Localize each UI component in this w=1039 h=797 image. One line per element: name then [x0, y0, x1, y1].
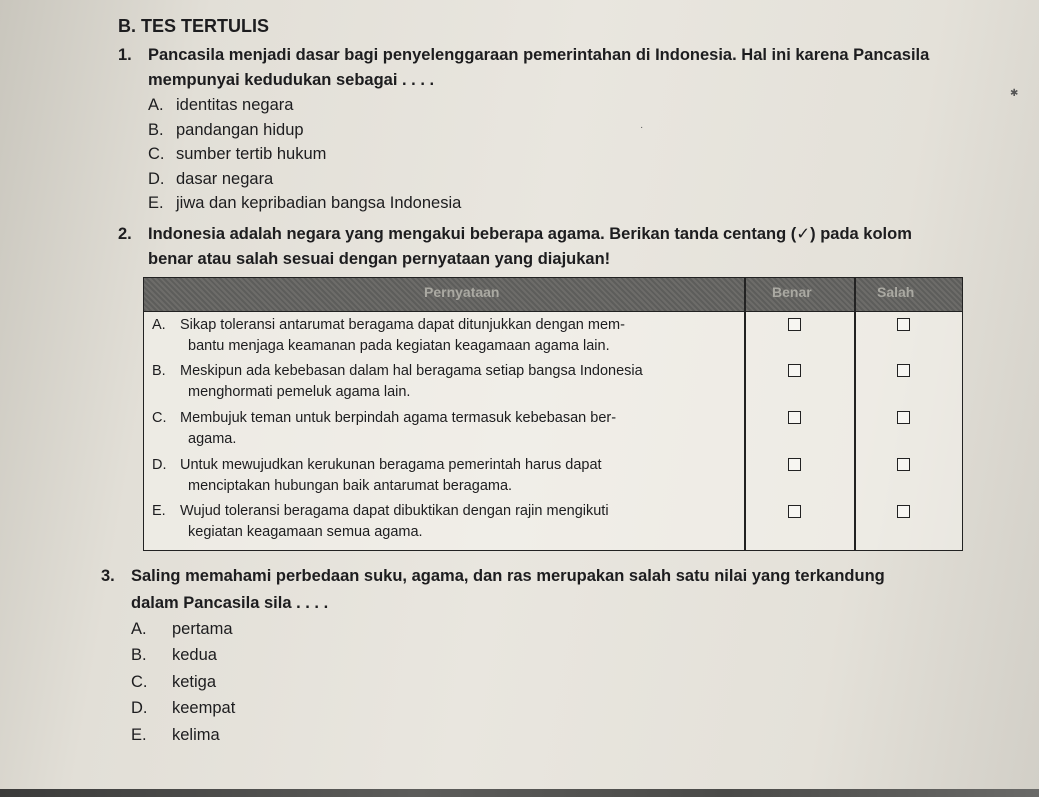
row-c-line2: agama. [188, 431, 237, 447]
header-statement: Pernyataan [424, 284, 500, 300]
row-b-text [152, 361, 737, 403]
row-d-letter: D. [152, 457, 167, 473]
row-d-false-checkbox[interactable] [897, 458, 910, 471]
q3-option-d[interactable] [131, 699, 235, 718]
row-c-false-checkbox[interactable] [897, 411, 910, 424]
q3-option-e-letter: E. [131, 726, 147, 744]
row-b-letter: B. [152, 363, 166, 379]
row-e-text [152, 501, 737, 543]
q3-number: 3. [101, 567, 115, 585]
q1-text-2: mempunyai kedudukan sebagai . . . . [148, 71, 435, 89]
q1-option-d-text: dasar negara [176, 170, 274, 188]
q3-option-b-letter: B. [131, 646, 147, 664]
q1-number: 1. [118, 46, 132, 64]
q1-text-1: Pancasila menjadi dasar bagi penyelenggaraan pemerintahan di Indonesia. Hal ini karena Pancasila [148, 46, 930, 64]
q1-option-b-text: pandangan hidup [176, 121, 304, 139]
q3-text-2: dalam Pancasila sila . . . . [131, 594, 329, 612]
q2-text-1: Indonesia adalah negara yang mengakui beberapa agama. Berikan tanda centang (✓) pada kolom [148, 225, 912, 243]
q3-option-b[interactable] [131, 646, 217, 665]
row-b-line2: menghormati pemeluk agama lain. [188, 384, 411, 400]
paper-speck: · [640, 122, 644, 133]
row-d-text [152, 455, 737, 497]
q3-option-c-text: ketiga [172, 673, 217, 691]
q2-number: 2. [118, 225, 132, 243]
row-c-true-checkbox[interactable] [788, 411, 801, 424]
row-b-true-checkbox[interactable] [788, 364, 801, 377]
row-c-line1: Membujuk teman untuk berpindah agama termasuk kebebasan ber- [180, 410, 617, 426]
q3-option-a-text: pertama [172, 620, 233, 638]
q3-option-e-text: kelima [172, 726, 220, 744]
q3-option-c-letter: C. [131, 673, 148, 691]
q3-option-a-letter: A. [131, 620, 147, 638]
row-e-true-checkbox[interactable] [788, 505, 801, 518]
q2-text-2: benar atau salah sesuai dengan pernyataan yang diajukan! [148, 250, 611, 268]
q1-option-a-letter: A. [148, 96, 164, 114]
row-d-true-checkbox[interactable] [788, 458, 801, 471]
row-d-line2: menciptakan hubungan baik antarumat beragama. [188, 478, 513, 494]
row-d-line1: Untuk mewujudkan kerukunan beragama pemerintah harus dapat [180, 457, 602, 473]
header-false: Salah [877, 284, 915, 300]
row-e-false-checkbox[interactable] [897, 505, 910, 518]
q3-option-a[interactable] [131, 620, 233, 639]
q1-line1 [118, 46, 929, 65]
q1-option-c-letter: C. [148, 145, 165, 163]
table-header [144, 278, 962, 312]
row-e-line1: Wujud toleransi beragama dapat dibuktikan dengan rajin mengikuti [180, 503, 609, 519]
q1-option-a-text: identitas negara [176, 96, 294, 114]
row-b-line1: Meskipun ada kebebasan dalam hal beragama setiap bangsa Indonesia [180, 363, 643, 379]
q3-option-d-letter: D. [131, 699, 148, 717]
header-true: Benar [772, 284, 812, 300]
q3-option-d-text: keempat [172, 699, 236, 717]
q1-option-b[interactable] [148, 121, 304, 140]
row-e-line2: kegiatan keagamaan semua agama. [188, 524, 423, 540]
row-a-letter: A. [152, 317, 166, 333]
q1-option-d-letter: D. [148, 170, 165, 188]
row-b-false-checkbox[interactable] [897, 364, 910, 377]
page-bottom-edge [0, 789, 1039, 797]
row-a-line1: Sikap toleransi antarumat beragama dapat ditunjukkan dengan mem- [180, 317, 625, 333]
q3-option-c[interactable] [131, 673, 216, 692]
q1-option-c[interactable] [148, 145, 326, 164]
q2-line1 [118, 224, 912, 244]
q1-option-a[interactable] [148, 96, 293, 115]
q3-option-b-text: kedua [172, 646, 217, 664]
q1-option-c-text: sumber tertib hukum [176, 145, 327, 163]
section-title: B. TES TERTULIS [118, 16, 270, 36]
row-c-text [152, 408, 737, 450]
statement-table [143, 277, 963, 551]
q3-line1 [101, 567, 885, 586]
row-a-text [152, 315, 737, 357]
row-c-letter: C. [152, 410, 167, 426]
q3-text-1: Saling memahami perbedaan suku, agama, dan ras merupakan salah satu nilai yang terkandung [131, 567, 885, 585]
row-e-letter: E. [152, 503, 166, 519]
row-a-false-checkbox[interactable] [897, 318, 910, 331]
q1-option-e-text: jiwa dan kepribadian bangsa Indonesia [176, 194, 462, 212]
column-divider-1 [744, 278, 746, 550]
q1-option-e-letter: E. [148, 194, 164, 212]
row-a-line2: bantu menjaga keamanan pada kegiatan keagamaan agama lain. [188, 338, 610, 354]
q1-option-b-letter: B. [148, 121, 164, 139]
q1-option-d[interactable] [148, 170, 273, 189]
q3-option-e[interactable] [131, 726, 220, 745]
q1-option-e[interactable] [148, 194, 461, 213]
paper-speck: ✱ [1010, 88, 1019, 99]
column-divider-2 [854, 278, 856, 550]
row-a-true-checkbox[interactable] [788, 318, 801, 331]
